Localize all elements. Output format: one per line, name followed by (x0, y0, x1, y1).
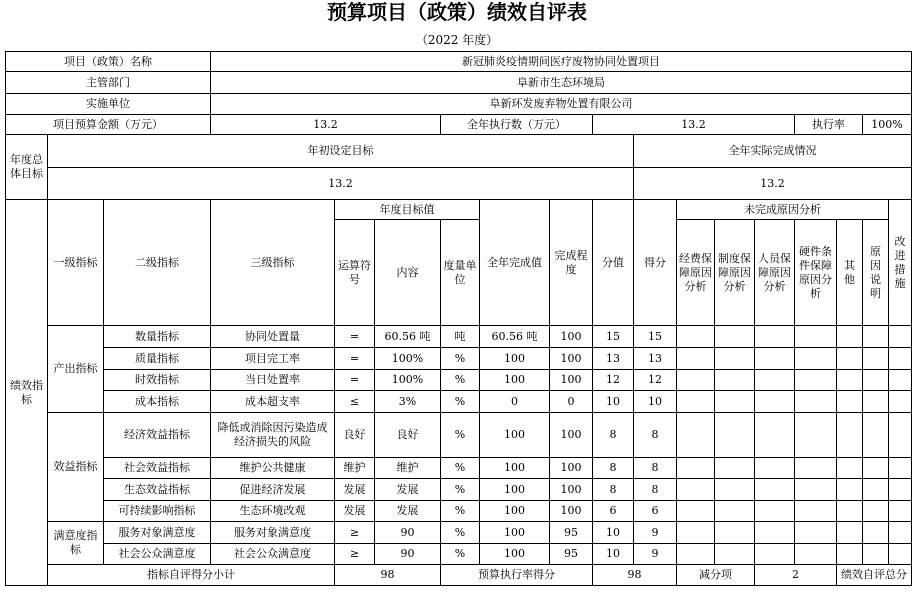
score-cell: 10 (634, 391, 677, 413)
level2-cell: 成本指标 (104, 391, 211, 413)
done-cell: 0 (480, 391, 550, 413)
perf-indicator-label: 绩效指标 (6, 200, 48, 586)
done-cell: 100 (480, 413, 550, 458)
goal-header-row (6, 135, 912, 168)
project-name-label: 项目（政策）名称 (6, 52, 211, 72)
completed-value-header: 全年完成值 (480, 200, 550, 326)
degree-cell: 0 (550, 391, 593, 413)
degree-cell: 95 (550, 544, 593, 565)
dept-label: 主管部门 (6, 72, 211, 94)
level2-cell: 生态效益指标 (104, 479, 211, 501)
score-cell: 9 (634, 522, 677, 544)
unit-cell: % (441, 522, 480, 544)
level1-header: 一级指标 (48, 200, 104, 326)
reason-funding-header: 经费保障原因分析 (677, 220, 715, 326)
operator-cell: = (335, 326, 375, 348)
score-cell: 9 (634, 544, 677, 565)
operator-cell: ≥ (335, 544, 375, 565)
content-cell: 90 (375, 522, 441, 544)
content-cell: 100% (375, 370, 441, 391)
degree-cell: 100 (550, 501, 593, 522)
content-cell: 90 (375, 544, 441, 565)
budget-label: 项目预算金额（万元） (6, 115, 211, 135)
actual-result-label: 全年实际完成情况 (634, 135, 912, 168)
degree-cell: 100 (550, 326, 593, 348)
evaluation-table (5, 51, 912, 586)
level2-cell: 数量指标 (104, 326, 211, 348)
content-cell: 3% (375, 391, 441, 413)
done-cell: 100 (480, 544, 550, 565)
content-cell: 100% (375, 348, 441, 370)
group-output: 产出指标 (48, 326, 104, 413)
unit-cell: % (441, 391, 480, 413)
budget-score-label: 预算执行率得分 (441, 565, 593, 586)
score-cell: 8 (634, 479, 677, 501)
actual-result-value: 13.2 (634, 168, 912, 200)
level2-cell: 可持续影响指标 (104, 501, 211, 522)
done-cell: 100 (480, 370, 550, 391)
score-cell: 6 (634, 501, 677, 522)
content-cell: 发展 (375, 501, 441, 522)
degree-cell: 100 (550, 413, 593, 458)
level2-cell: 社会公众满意度 (104, 544, 211, 565)
operator-header: 运算符号 (335, 220, 375, 326)
score-cell: 12 (634, 370, 677, 391)
degree-cell: 100 (550, 458, 593, 479)
operator-cell: 发展 (335, 501, 375, 522)
table-row (6, 348, 912, 370)
unit-cell: % (441, 348, 480, 370)
deduct-value: 2 (755, 565, 837, 586)
reason-system-header: 制度保障原因分析 (715, 220, 755, 326)
unit-cell: % (441, 413, 480, 458)
done-cell: 100 (480, 348, 550, 370)
unit-header: 度量单位 (441, 220, 480, 326)
deduct-label: 减分项 (677, 565, 755, 586)
score-cell: 8 (634, 413, 677, 458)
rate-label: 执行率 (795, 115, 863, 135)
degree-cell: 95 (550, 522, 593, 544)
project-name-value: 新冠肺炎疫情期间医疗废物协同处置项目 (211, 52, 912, 72)
value-cell: 8 (593, 413, 634, 458)
value-cell: 8 (593, 479, 634, 501)
operator-cell: = (335, 348, 375, 370)
level3-cell: 社会公众满意度 (211, 544, 335, 565)
annual-target-header: 年度目标值 (335, 200, 480, 220)
content-cell: 发展 (375, 479, 441, 501)
indicator-header-row-1 (6, 200, 912, 220)
done-cell: 100 (480, 522, 550, 544)
content-header: 内容 (375, 220, 441, 326)
level3-header: 三级指标 (211, 200, 335, 326)
level3-cell: 生态环境改观 (211, 501, 335, 522)
dept-row (6, 72, 912, 94)
unit-cell: % (441, 458, 480, 479)
content-cell: 60.56 吨 (375, 326, 441, 348)
total-label: 绩效自评总分 (837, 565, 912, 586)
exec-label: 全年执行数（万元） (441, 115, 593, 135)
reason-hardware-header: 硬件条件保障原因分析 (795, 220, 837, 326)
level2-header: 二级指标 (104, 200, 211, 326)
operator-cell: 发展 (335, 479, 375, 501)
goal-value-row (6, 168, 912, 200)
content-cell: 维护 (375, 458, 441, 479)
score-cell: 15 (634, 326, 677, 348)
level3-cell: 促进经济发展 (211, 479, 335, 501)
table-row (6, 370, 912, 391)
value-cell: 6 (593, 501, 634, 522)
value-cell: 8 (593, 458, 634, 479)
operator-cell: 良好 (335, 413, 375, 458)
table-row (6, 544, 912, 565)
table-row (6, 501, 912, 522)
table-row (6, 479, 912, 501)
group-benefit: 效益指标 (48, 413, 104, 522)
budget-score-value: 98 (593, 565, 677, 586)
level2-cell: 质量指标 (104, 348, 211, 370)
degree-cell: 100 (550, 348, 593, 370)
table-row (6, 413, 912, 458)
content-cell: 良好 (375, 413, 441, 458)
subtotal-label: 指标自评得分小计 (48, 565, 335, 586)
reason-other-header: 其他 (837, 220, 863, 326)
level3-cell: 降低或消除因污染造成经济损失的风险 (211, 413, 335, 458)
score-header: 得分 (634, 200, 677, 326)
reason-note-header: 原因说明 (863, 220, 889, 326)
unit-row (6, 94, 912, 115)
degree-cell: 100 (550, 479, 593, 501)
level3-cell: 当日处置率 (211, 370, 335, 391)
unit-cell: % (441, 501, 480, 522)
level3-cell: 成本超支率 (211, 391, 335, 413)
improve-header: 改进措施 (889, 200, 912, 326)
annual-goal-label: 年度总体目标 (6, 135, 48, 200)
unit-label: 实施单位 (6, 94, 211, 115)
operator-cell: ≥ (335, 522, 375, 544)
unit-cell: % (441, 544, 480, 565)
unit-cell: 吨 (441, 326, 480, 348)
table-row (6, 522, 912, 544)
operator-cell: 维护 (335, 458, 375, 479)
value-cell: 10 (593, 544, 634, 565)
subtotal-value: 98 (335, 565, 441, 586)
value-cell: 10 (593, 522, 634, 544)
value-cell: 12 (593, 370, 634, 391)
level3-cell: 协同处置量 (211, 326, 335, 348)
score-value-header: 分值 (593, 200, 634, 326)
value-cell: 10 (593, 391, 634, 413)
table-row (6, 326, 912, 348)
table-row (6, 458, 912, 479)
page-title: 预算项目（政策）绩效自评表 (327, 0, 587, 24)
unit-value: 阜新环发废弃物处置有限公司 (211, 94, 912, 115)
done-cell: 100 (480, 479, 550, 501)
unit-cell: % (441, 479, 480, 501)
level2-cell: 经济效益指标 (104, 413, 211, 458)
reason-staff-header: 人员保障原因分析 (755, 220, 795, 326)
footer-row (6, 565, 912, 586)
project-name-row (6, 52, 912, 72)
level2-cell: 社会效益指标 (104, 458, 211, 479)
operator-cell: ≤ (335, 391, 375, 413)
reasons-header: 未完成原因分析 (677, 200, 889, 220)
budget-value: 13.2 (211, 115, 441, 135)
done-cell: 100 (480, 458, 550, 479)
level3-cell: 项目完工率 (211, 348, 335, 370)
rate-value: 100% (863, 115, 912, 135)
exec-value: 13.2 (593, 115, 795, 135)
budget-row (6, 115, 912, 135)
level3-cell: 服务对象满意度 (211, 522, 335, 544)
score-cell: 13 (634, 348, 677, 370)
unit-cell: % (441, 370, 480, 391)
value-cell: 15 (593, 326, 634, 348)
table-row (6, 391, 912, 413)
done-cell: 60.56 吨 (480, 326, 550, 348)
dept-value: 阜新市生态环境局 (211, 72, 912, 94)
done-cell: 100 (480, 501, 550, 522)
level3-cell: 维护公共健康 (211, 458, 335, 479)
completion-header: 完成程度 (550, 200, 593, 326)
initial-goal-value: 13.2 (48, 168, 634, 200)
initial-goal-label: 年初设定目标 (48, 135, 634, 168)
group-satisfaction: 满意度指标 (48, 522, 104, 565)
score-cell: 8 (634, 458, 677, 479)
operator-cell: = (335, 370, 375, 391)
value-cell: 13 (593, 348, 634, 370)
degree-cell: 100 (550, 370, 593, 391)
level2-cell: 时效指标 (104, 370, 211, 391)
year-label: （2022 年度） (415, 33, 499, 47)
level2-cell: 服务对象满意度 (104, 522, 211, 544)
